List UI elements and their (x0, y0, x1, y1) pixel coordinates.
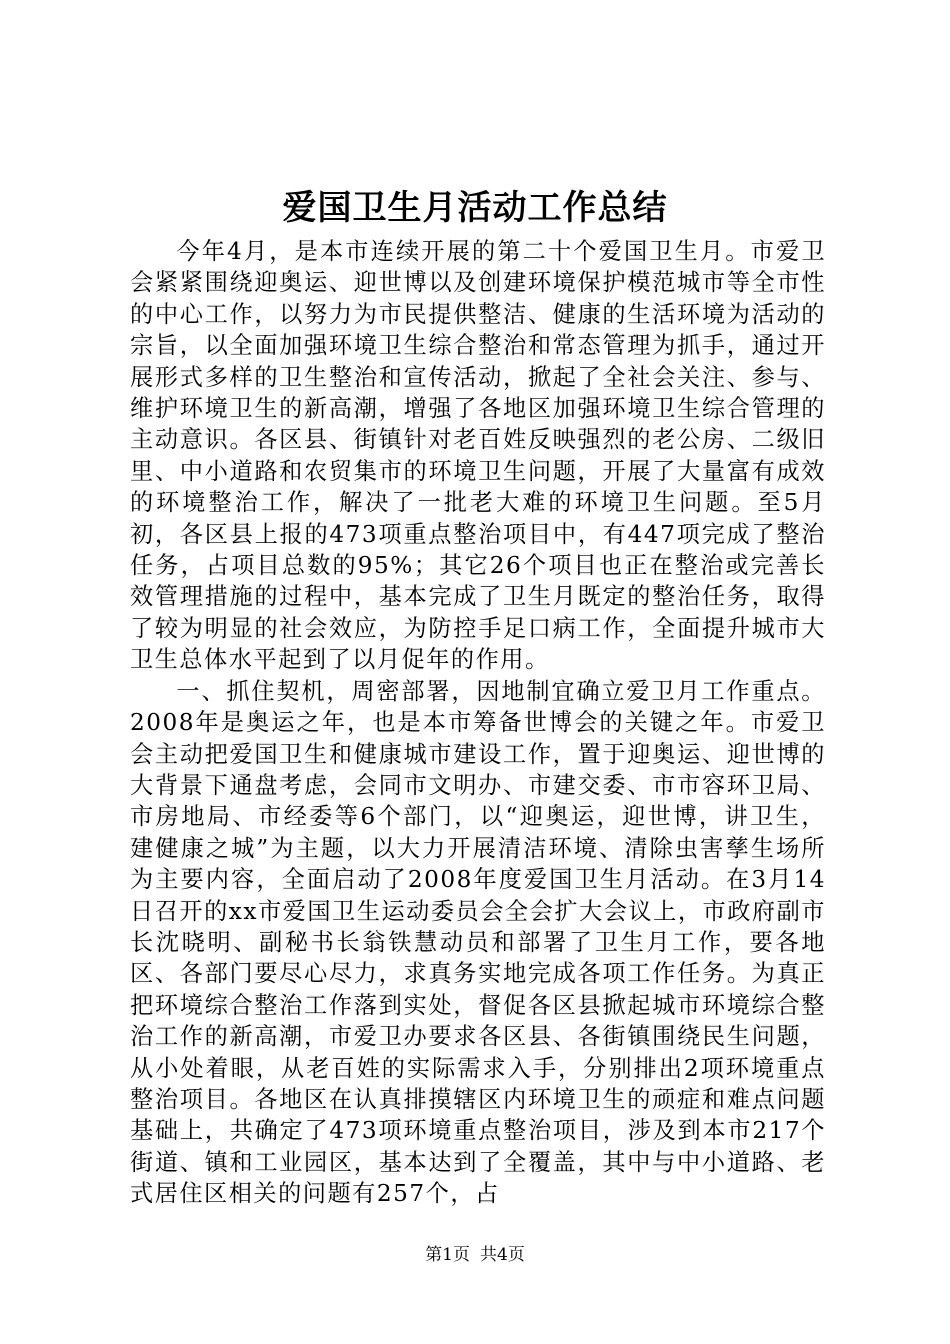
document-title: 爱国卫生月活动工作总结 (282, 188, 668, 228)
paragraph-section-1: 一、抓住契机，周密部署，因地制宜确立爱卫月工作重点。2008年是奥运之年，也是本市筹备世博会的关键之年。市爱卫会主动把爱国卫生和健康城市建设工作，置于迎奥运、迎世博的大背景下通盘考虑，会同市文明办、市建交委、市市容环卫局、市房地局、市经委等6个部门，以“迎奥运，迎世博，讲卫生，建健康之城”为主题，以大力开展清洁环境、清除虫害孳生场所为主要内容，全面启动了2008年度爱国卫生月活动。在3月14日召开的xx市爱国卫生运动委员会全会扩大会议上，市政府副市长沈晓明、副秘书长翁铁慧动员和部署了卫生月工作，要各地区、各部门要尽心尽力，求真务实地完成各项工作任务。为真正把环境综合整治工作落到实处，督促各区县掀起城市环境综合整治工作的新高潮，市爱卫办要求各区县、各街镇围绕民生问题，从小处着眼，从老百姓的实际需求入手，分别排出2项环境重点整治项目。各地区在认真排摸辖区内环境卫生的顽症和难点问题基础上，共确定了473项环境重点整治项目，涉及到本市217个街道、镇和工业园区，基本达到了全覆盖，其中与中小道路、老式居住区相关的问题有257个，占 (130, 677, 826, 1208)
document-body (130, 236, 826, 1210)
page-number: 第1页 (425, 1245, 470, 1265)
page-count: 共4页 (480, 1245, 525, 1265)
paragraph-intro: 今年4月，是本市连续开展的第二十个爱国卫生月。市爱卫会紧紧围绕迎奥运、迎世博以及创建环境保护模范城市等全市性的中心工作，以努力为市民提供整洁、健康的生活环境为活动的宗旨，以全面加强环境卫生综合整治和常态管理为抓手，通过开展形式多样的卫生整治和宣传活动，掀起了全社会关注、参与、维护环境卫生的新高潮，增强了各地区加强环境卫生综合管理的主动意识。各区县、街镇针对老百姓反映强烈的老公房、二级旧里、中小道路和农贸集市的环境卫生问题，开展了大量富有成效的环境整治工作，解决了一批老大难的环境卫生问题。至5月初，各区县上报的473项重点整治项目中，有447项完成了整治任务，占项目总数的95%；其它26个项目也正在整治或完善长效管理措施的过程中，基本完成了卫生月既定的整治任务，取得了较为明显的社会效应，为防控手足口病工作，全面提升城市大卫生总体水平起到了以月促年的作用。 (130, 238, 826, 674)
page-footer (0, 1243, 950, 1267)
